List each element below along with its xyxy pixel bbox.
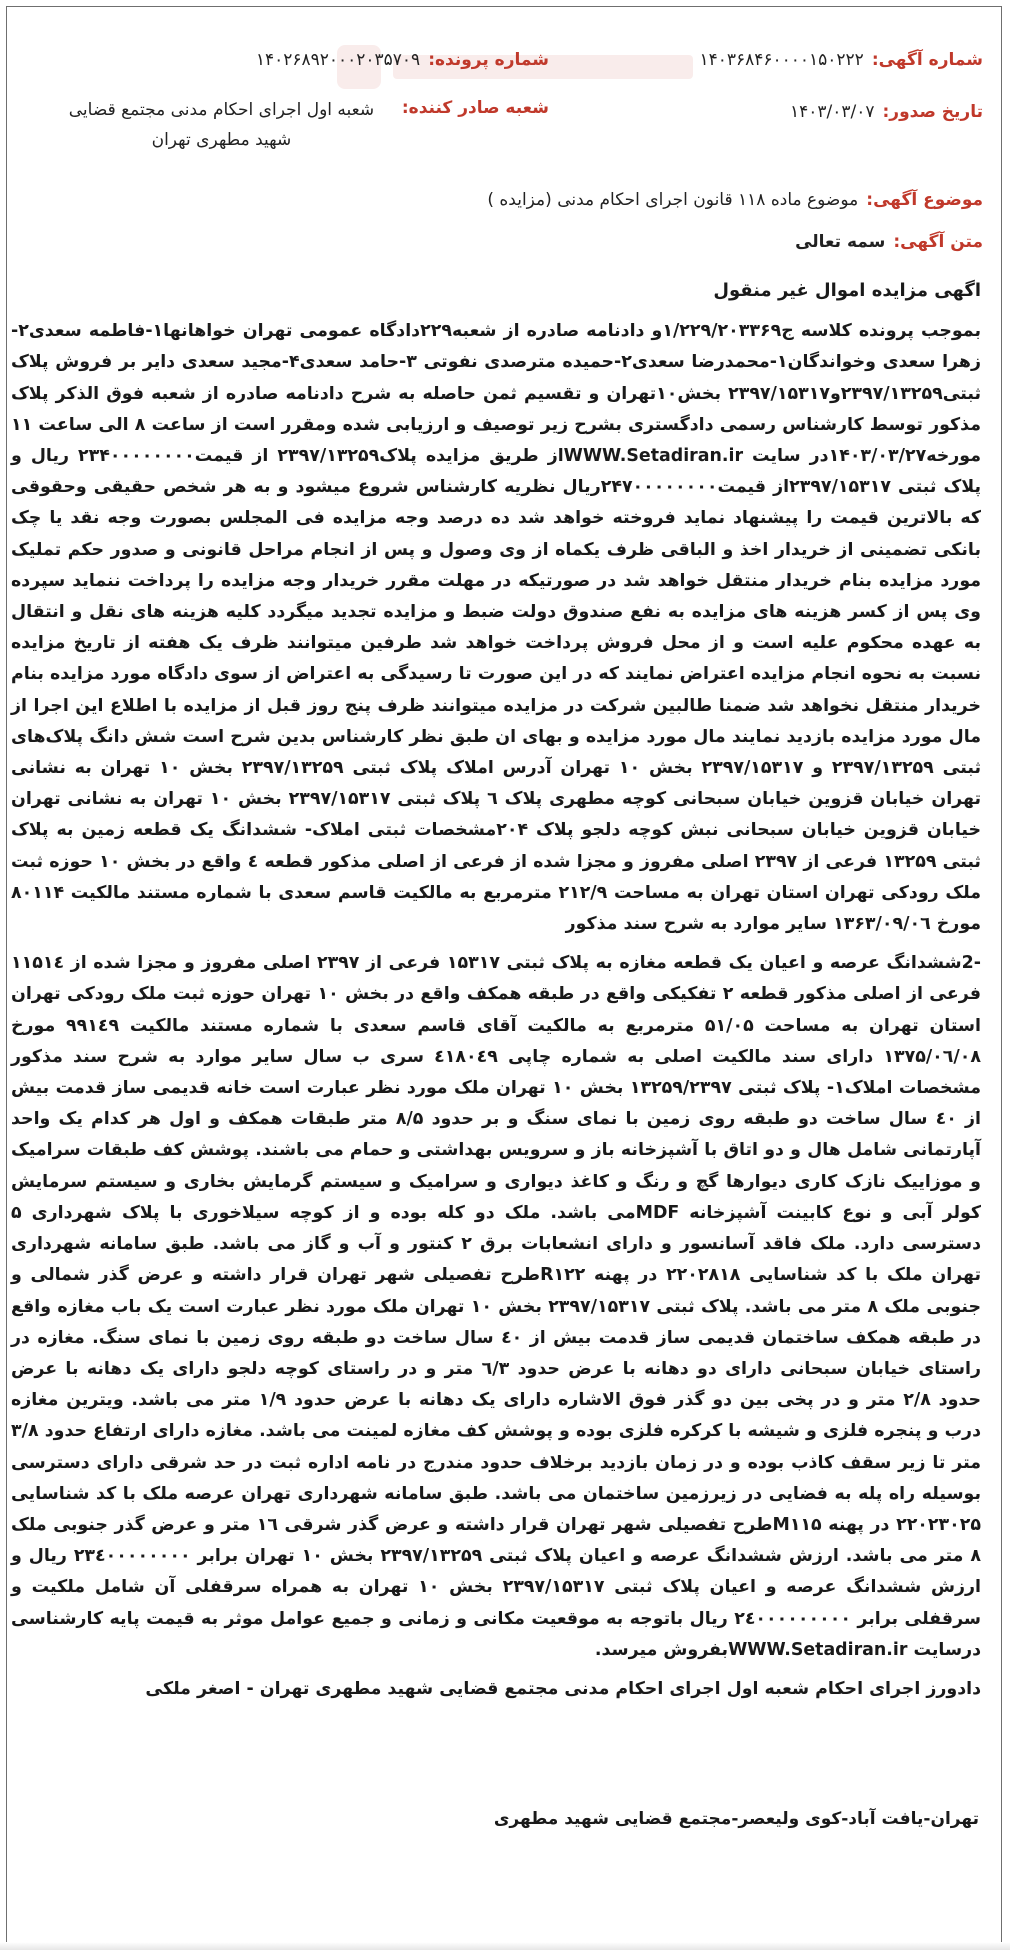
case-number-value: ۱۴۰۲۶۸۹۲۰۰۰۲۰۳۵۷۰۹ bbox=[255, 50, 421, 70]
issue-date-row bbox=[790, 99, 983, 125]
notice-text-label: متن آگهی: bbox=[893, 232, 983, 252]
notice-body bbox=[11, 275, 981, 1713]
issuing-branch-row bbox=[49, 95, 549, 155]
footer-address: تهران-یافت آباد-کوی ولیعصر-مجتمع قضایی شهید مطهری bbox=[493, 1809, 979, 1829]
issuing-branch-label: شعبه صادر کننده: bbox=[401, 98, 549, 118]
notice-text-intro: سمه تعالی bbox=[795, 232, 886, 252]
issuing-branch-value: شعبه اول اجرای احکام مدنی مجتمع قضایی شهید مطهری تهران bbox=[68, 100, 375, 150]
notice-number-label: شماره آگهی: bbox=[871, 50, 983, 70]
auction-heading: اگهی مزایده اموال غیر منقول bbox=[713, 280, 981, 301]
notice-frame bbox=[6, 6, 1002, 1944]
signature-line: دادورز اجرای احکام شعبه اول اجرای احکام مدنی مجتمع قضایی شهید مطهری تهران - اصغر ملکی bbox=[145, 1678, 981, 1699]
auction-paragraph-2: -2ششدانگ عرصه و اعیان یک قطعه مغازه به پلاک ثبتی ۱۵۳۱۷ فرعی از ۲۳۹۷ اصلی مفروز و مجزا شده از ۱۱۵۱٤ فرعی از اصلی مذکور قطعه ۲ تفکیکی واقع در طبقه همکف واقع در بخش ۱۰ تهران حوزه ثبت ملک رودکی تهران استان تهران به مساحت ۵۱/۰۵ مترمربع به مالکیت آقای قاسم سعدی با شماره مستند مالکیت ۹۹۱٤۹ مورخ ۱۳۷۵/۰٦/۰۸ دارای سند مالکیت اصلی به شماره چاپی ٤۱۸۰٤۹ سری ب سال سایر موارد به شرح سند مذکور مشخصات املاک۱- پلاک ثبتی ۱۳۲۵۹/۲۳۹۷ بخش ۱۰ تهران ملک مورد نظر عبارت است خانه قدیمی ساز قدمت بیش از ٤۰ سال ساخت دو طبقه روی زمین با نمای سنگ و بر حدود ۸/۵ متر طبقات همکف و اول هر کدام یک واحد آپارتمانی شامل هال و دو اتاق با آشپزخانه باز و سرویس بهداشتی و حمام می باشند. پوشش کف طبقات سرامیک و موزاییک نازک کاری دیوارها گچ و رنگ و کاغذ دیواری و سرامیک و سیستم گرمایش بخاری و سیستم سرمایش کولر آبی و نوع کابینت آشپزخانه MDFمی باشد. ملک دو کله بوده و از کوچه سیلاخوری با پلاک شهرداری ۵ دسترسی دارد. ملک فاقد آسانسور و دارای انشعابات برق ۲ کنتور و آب و گاز می باشد. طبق سامانه شهرداری تهران ملک با کد شناسایی ۲۲۰۲۸۱۸ در پهنه R۱۲۲طرح تفصیلی شهر تهران قرار داشته و عرض گذر شمالی و جنوبی ملک ۸ متر می باشد. پلاک ثبتی ۲۳۹۷/۱۵۳۱۷ بخش ۱۰ تهران ملک مورد نظر عبارت است یک باب مغازه واقع در طبقه همکف ساختمان قدیمی ساز قدمت بیش از ٤۰ سال ساخت دو طبقه روی زمین با نمای سنگ. مغازه در راستای خیابان سبحانی دارای دو دهانه با عرض حدود ٦/۳ متر و در راستای کوچه دلجو دارای یک دهانه با عرض حدود ۲/۸ متر و در پخی بین دو گذر فوق الاشاره دارای یک دهانه با عرض حدود ۱/۹ متر می باشد. ویترین مغازه درب و پنجره فلزی و شیشه با کرکره فلزی بوده و پوشش کف مغازه لمینت می باشد. مغازه دارای ارتفاع حدود ۳/۸ متر تا زیر سقف کاذب بوده و در زمان بازدید برخلاف حدود مندرج در نامه اداره ثبت در حد شرقی دارای دسترسی بوسیله راه پله به فضایی در زیرزمین ساختمان می باشد. طبق سامانه شهرداری تهران عرصه ملک با کد شناسایی ۲۲۰۲۳۰۲۵ در پهنه M۱۱۵طرح تفصیلی شهر تهران قرار داشته و عرض گذر شرقی ۱٦ متر و عرض گذر جنوبی ملک ۸ متر می باشد. ارزش ششدانگ عرصه و اعیان پلاک ثبتی ۲۳۹۷/۱۳۲۵۹ بخش ۱۰ تهران برابر ۲۳٤۰۰۰۰۰۰۰۰ ریال و ارزش ششدانگ عرصه و اعیان پلاک ثبتی ۲۳۹۷/۱۵۳۱۷ بخش ۱۰ تهران به همراه سرقفلی آن شامل ملکیت و سرقفلی برابر ۲٤۰۰۰۰۰۰۰۰۰ ریال باتوجه به موقعیت مکانی و زمانی و جمیع عوامل موثر به قیمت پایه کارشناسی درسایت WWW.Setadiran.irبفروش میرسد. bbox=[11, 953, 982, 1660]
auction-paragraph-1: بموجب پرونده کلاسه ج۱/۲۲۹/۲۰۳۳۶۹و دادنامه صادره از شعبه۲۲۹دادگاه عمومی تهران خواهانها۱-فاطمه سعدی۲-زهرا سعدی وخواندگان۱-محمدرضا سعدی۲-حمیده مترصدی نفوتی ۳-حامد سعدی۴-مجید سعدی دایر بر فروش پلاک ثبتی۲۳۹۷/۱۳۲۵۹و۲۳۹۷/۱۵۳۱۷ بخش۱۰تهران و تقسیم ثمن حاصله به شرح دادنامه صادره از شعبه فوق الذکر پلاک مذکور توسط کارشناس رسمی دادگستری بشرح زیر توصیف و ارزیابی شده ومقرر است از ساعت ۸ الی ساعت ۱۱ مورخه۱۴۰۳/۰۳/۲۷در سایت WWW.Setadiran.irاز طریق مزایده پلاک۲۳۹۷/۱۳۲۵۹ از قیمت۲۳۴۰۰۰۰۰۰۰۰ ریال و پلاک ثبتی ۲۳۹۷/۱۵۳۱۷از قیمت۲۴۷۰۰۰۰۰۰۰۰ریال نظریه کارشناس شروع میشود و به هر شخص حقیقی وحقوقی که بالاترین قیمت را پیشنهاد نماید فروخته خواهد شد ده درصد وجه مزایده فی المجلس بصورت وجه نقد یا چک بانکی تضمینی از خریدار اخذ و الباقی ظرف یکماه از وی وصول و پس از انجام مراحل قانونی و صدور حکم تملیک مورد مزایده بنام خریدار منتقل خواهد شد در صورتیکه در مهلت مقرر خریدار وجه مزایده را پرداخت ننماید سپرده وی پس از کسر هزینه های مزایده به نفع صندوق دولت ضبط و مزایده تجدید میگردد کلیه هزینه های نقل و انتقال به عهده محکوم علیه است و از محل فروش پرداخت خواهد شد طرفین میتوانند ظرف یک هفته از تاریخ مزایده نسبت به نحوه انجام مزایده اعتراض نمایند که در این صورت تا رسیدگی به اعتراض از سوی دادگاه مورد مزایده بنام خریدار منتقل نخواهد شد ضمنا طالبین شرکت در مزایده میتوانند ظرف پنج روز قبل از مزایده با اطلاع این اجرا از مال مورد مزایده بازدید نمایند مال مورد مزایده و بهای ان طبق نظر کارشناس بدین شرح است شش دانگ پلاک‌های ثبتی ۲۳۹۷/۱۳۲۵۹ و ۲۳۹۷/۱۵۳۱۷ بخش ۱۰ تهران آدرس املاک پلاک ثبتی ۲۳۹۷/۱۳۲۵۹ بخش ۱۰ تهران به نشانی تهران خیابان قزوین خیابان سبحانی کوچه مطهری پلاک ٦ پلاک ثبتی ۲۳۹۷/۱۵۳۱۷ بخش ۱۰ تهران به نشانی تهران خیابان قزوین خیابان سبحانی نبش کوچه دلجو پلاک ۲۰۴مشخصات ثبتی املاک- ششدانگ یک قطعه زمین به پلاک ثبتی ۱۳۲۵۹ فرعی از ۲۳۹۷ اصلی مفروز و مجزا شده از فرعی از اصلی مذکور قطعه ٤ واقع در بخش ۱۰ حوزه ثبت ملک رودکی تهران استان تهران به مساحت ۲۱۲/۹ مترمربع به مالکیت قاسم سعدی با شماره مستند مالکیت ۸۰۱۱۴ مورخ ۱۳۶۳/۰۹/۰٦ سایر موارد به شرح سند مذکور bbox=[11, 321, 982, 935]
issue-date-value: ۱۴۰۳/۰۳/۰۷ bbox=[789, 102, 875, 122]
page-bottom-edge bbox=[0, 1942, 1010, 1950]
notice-subject-value: موضوع ماده ۱۱۸ قانون اجرای احکام مدنی (مزایده ) bbox=[487, 190, 859, 210]
issue-date-label: تاریخ صدور: bbox=[882, 102, 983, 122]
notice-subject-row bbox=[487, 187, 983, 213]
notice-text-row bbox=[795, 229, 983, 255]
notice-number-value: ۱۴۰۳۶۸۴۶۰۰۰۰۱۵۰۲۲۲ bbox=[699, 50, 864, 70]
notice-subject-label: موضوع آگهی: bbox=[866, 190, 983, 210]
case-number-row bbox=[256, 47, 549, 73]
notice-number-row bbox=[699, 47, 983, 73]
case-number-label: شماره پرونده: bbox=[428, 50, 549, 70]
